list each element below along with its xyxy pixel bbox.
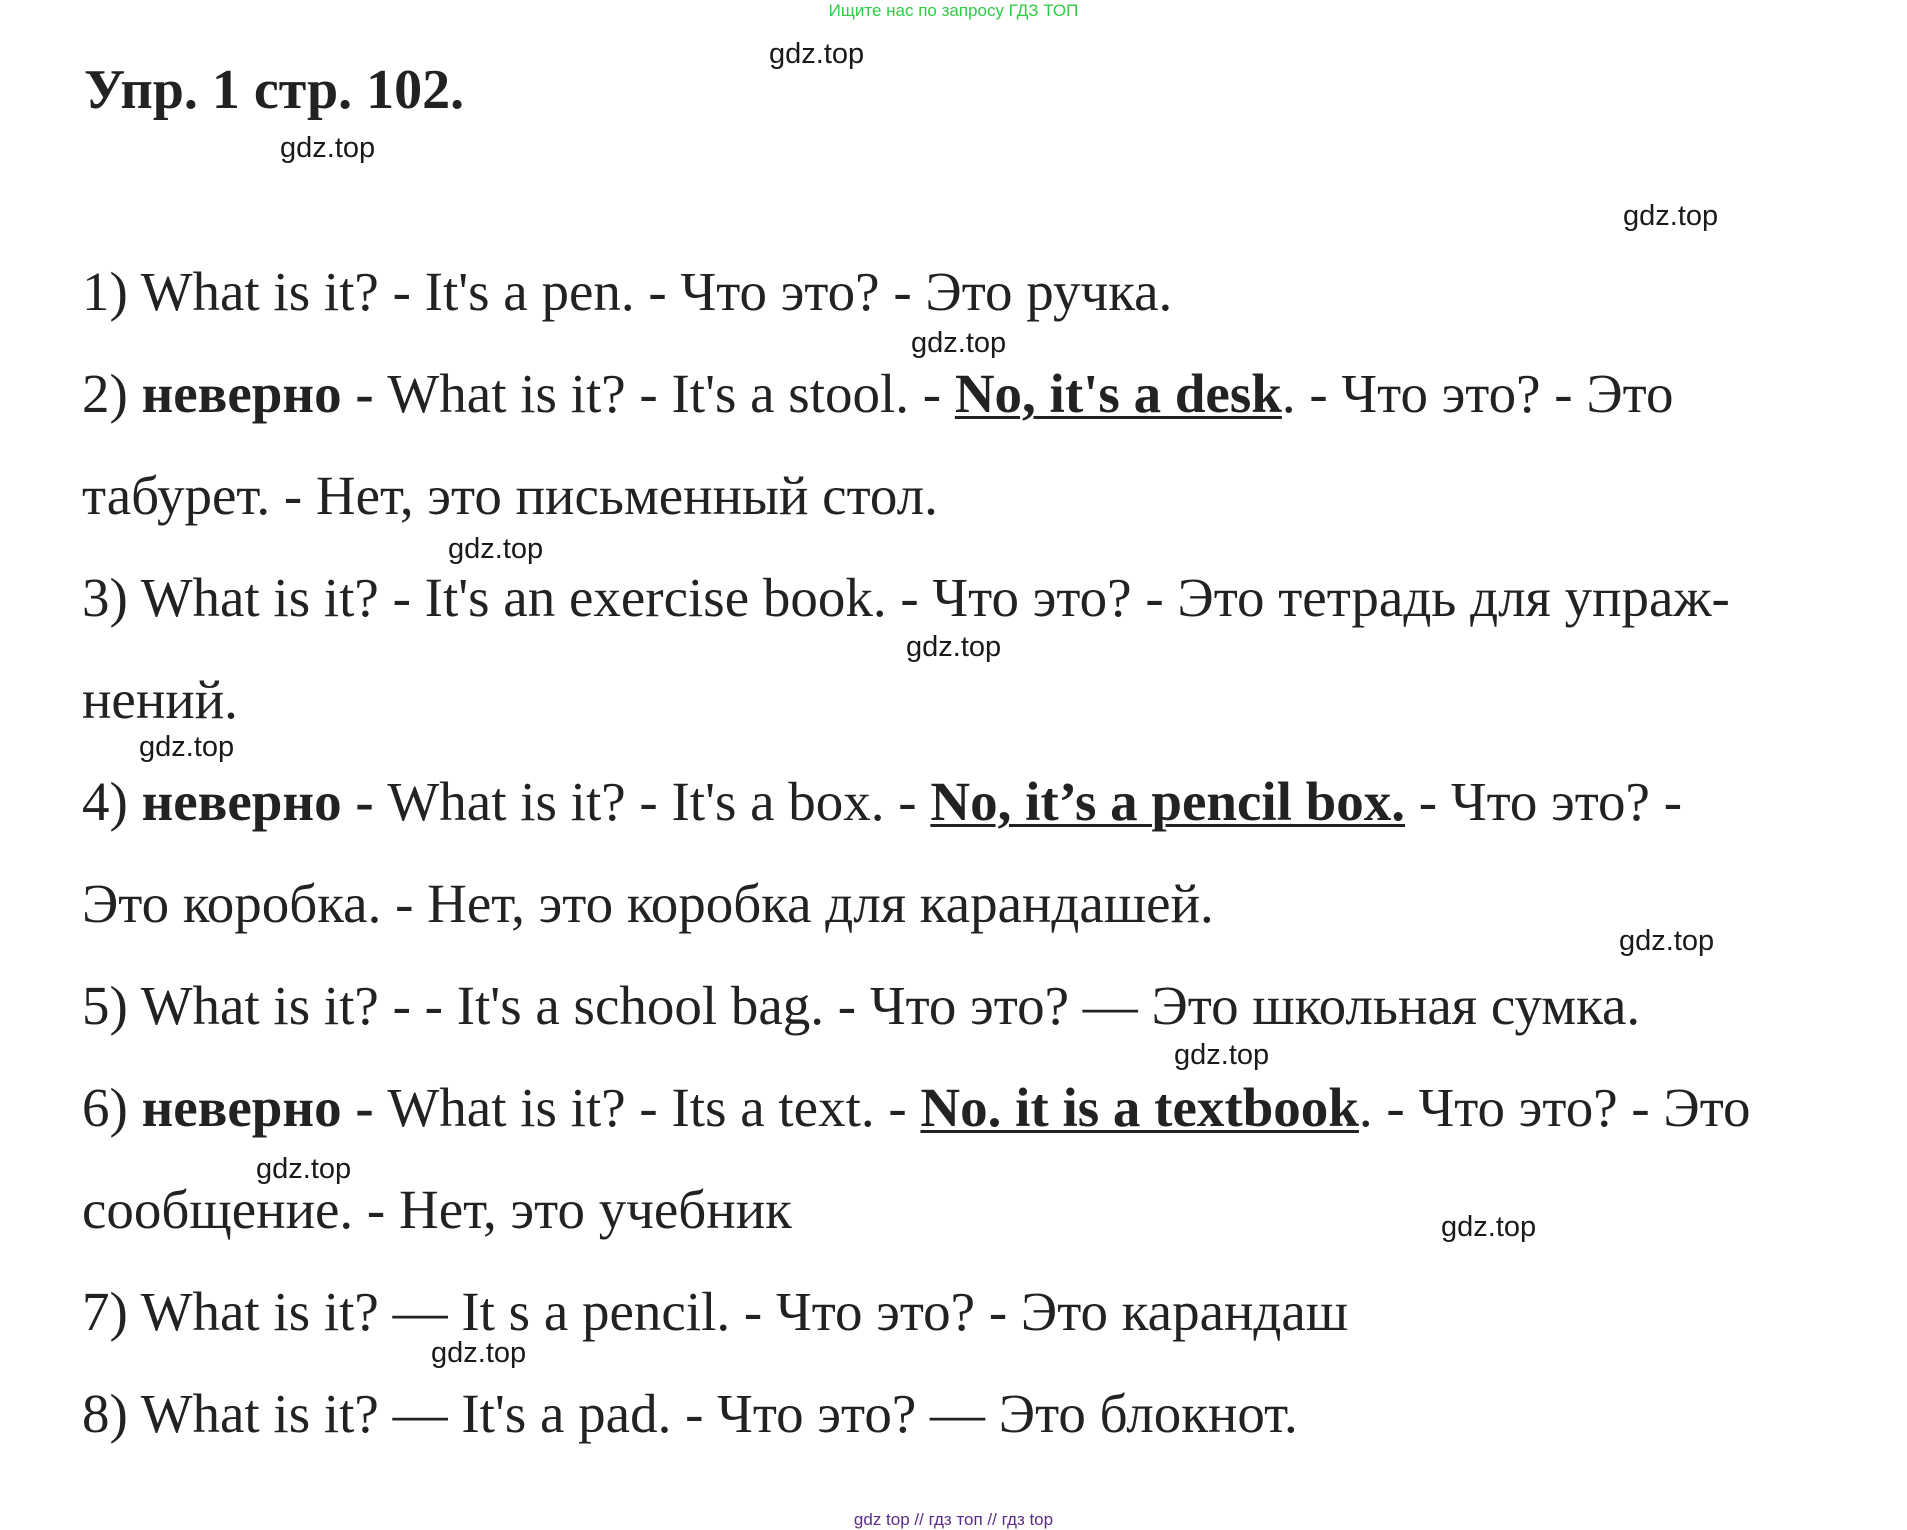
watermark: gdz.top	[256, 1153, 352, 1185]
watermark: gdz.top	[280, 132, 376, 164]
answer-line-6-cont: сообщение. - Нет, это учебник	[82, 1179, 792, 1240]
answer-line-7: 7) What is it? — It s a pencil. - Что это? - Это карандаш	[82, 1281, 1349, 1342]
answer-line-8: 8) What is it? — It's a pad. - Что это? — Это блокнот.	[82, 1383, 1298, 1444]
watermark: gdz.top	[1623, 200, 1719, 232]
answer-line-5: 5) What is it? - - It's a school bag. - Что это? — Это школьная сумка.	[82, 975, 1641, 1036]
exercise-title: Упр. 1 стр. 102.	[84, 59, 465, 121]
answer-line-4: 4) неверно - What is it? - It's a box. - No, it’s a pencil box. - Что это? -	[82, 771, 1683, 832]
answer-line-1: 1) What is it? - It's a pen. - Что это? - Это ручка.	[82, 261, 1173, 322]
watermark: gdz.top	[139, 731, 235, 763]
watermark: gdz.top	[769, 38, 865, 70]
answer-line-2: 2) неверно - What is it? - It's a stool. - No, it's a desk. - Что это? - Это	[82, 363, 1674, 424]
answer-line-3: 3) What is it? - It's an exercise book. - Что это? - Это тетрадь для упраж-	[82, 567, 1730, 628]
correction: No, it’s a pencil box.	[930, 771, 1406, 832]
watermark: gdz.top	[1619, 925, 1715, 957]
watermark: gdz.top	[1174, 1039, 1270, 1071]
answer-line-4-cont: Это коробка. - Нет, это коробка для карандашей.	[82, 873, 1214, 934]
watermark: gdz.top	[906, 631, 1002, 663]
watermark: gdz.top	[431, 1337, 527, 1369]
correction: No, it's a desk	[954, 363, 1282, 424]
correction: No. it is a textbook	[920, 1077, 1359, 1138]
watermark: gdz.top	[911, 327, 1007, 359]
incorrect-label: неверно -	[141, 363, 388, 424]
answer-line-6: 6) неверно - What is it? - Its a text. - No. it is a textbook. - Что это? - Это	[82, 1077, 1751, 1138]
incorrect-label: неверно -	[141, 771, 388, 832]
incorrect-label: неверно -	[141, 1077, 388, 1138]
answer-line-2-cont: табурет. - Нет, это письменный стол.	[82, 465, 938, 526]
top-banner: Ищите нас по запросу ГДЗ ТОП	[828, 1, 1079, 20]
watermark: gdz.top	[1441, 1211, 1537, 1243]
footer-links: gdz top // гдз топ // гдз top	[853, 1510, 1054, 1529]
watermark: gdz.top	[448, 533, 544, 565]
answer-line-3-cont: нений.	[82, 669, 238, 730]
